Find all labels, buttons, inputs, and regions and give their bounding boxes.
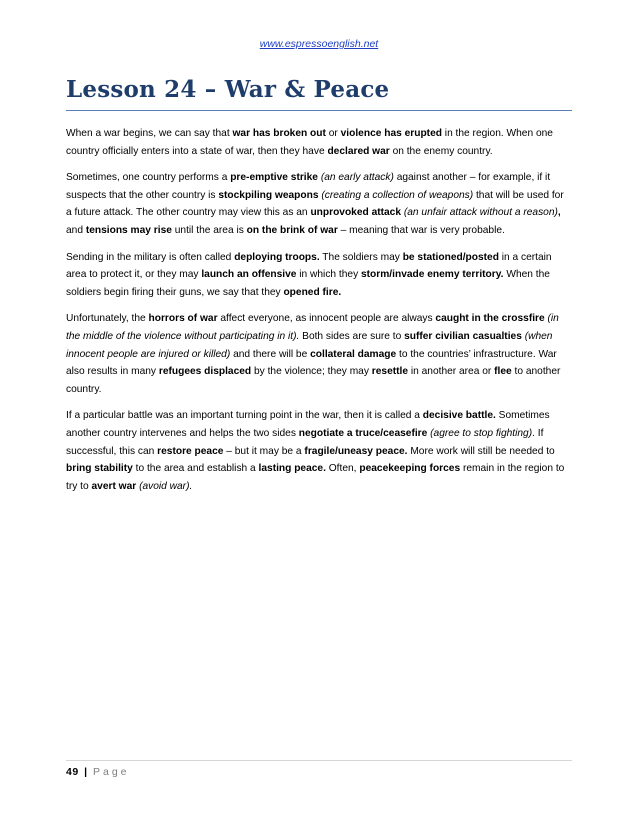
text-run: in a certain area to protect it, or they may <box>66 251 552 281</box>
page-footer <box>66 766 130 778</box>
bold-phrase: pre-emptive strike <box>230 172 318 184</box>
bold-phrase: stockpiling weapons <box>218 189 319 201</box>
footer-divider <box>66 760 572 761</box>
italic-definition: (agree to stop fighting) <box>430 427 533 439</box>
italic-definition: (an early attack) <box>320 172 394 184</box>
bold-phrase: storm/invade enemy territory. <box>361 269 504 281</box>
bold-phrase: caught in the crossfire <box>435 313 545 325</box>
text-run: against another – for example, if it suspects that the other country is <box>66 172 551 201</box>
text-run: remain in the region to try to <box>66 463 565 492</box>
text-run: When a war begins, we can say that <box>66 128 233 139</box>
bold-phrase: restore peace <box>157 445 224 457</box>
italic-definition: (creating a collection of weapons) <box>321 189 474 201</box>
bold-phrase: suffer civilian casualties <box>404 330 522 342</box>
text-run: Sometimes, one country performs a <box>66 172 231 184</box>
bold-phrase: horrors of war <box>148 313 218 325</box>
italic-definition: (when innocent people are injured or killed) <box>66 330 553 360</box>
text-run: – meaning that war is very probable. <box>337 224 505 236</box>
bold-phrase: opened fire. <box>283 286 342 298</box>
text-run: on the enemy country. <box>389 145 493 157</box>
text-run: until the area is <box>171 224 247 236</box>
text-run: to the area and establish a <box>132 463 259 475</box>
text-run: to another country. <box>66 366 561 395</box>
page-number: 49 <box>66 766 79 778</box>
text-run: Sometimes another country intervenes and helps the two sides <box>66 410 550 439</box>
bold-phrase: war has broken out <box>232 128 326 139</box>
bold-phrase: , <box>557 207 561 219</box>
text-run: to the countries’ infrastructure. War also results in many <box>66 348 557 378</box>
text-run: – but it may be a <box>223 445 305 457</box>
bold-phrase: on the brink of war <box>246 224 338 236</box>
text-run: When the soldiers begin firing their guns, we say that they <box>66 269 550 298</box>
bold-phrase: launch an offensive <box>201 269 297 281</box>
text-run: by the violence; they may <box>251 366 372 378</box>
text-run: and there will be <box>230 348 311 360</box>
text-run: in another area or <box>408 366 495 378</box>
bold-phrase: collateral damage <box>310 348 397 360</box>
text-run: Sending in the military is often called <box>66 251 235 263</box>
text-run: Both sides are sure to <box>299 330 405 342</box>
text-run: or <box>325 128 341 139</box>
text-run: More work will still be needed to <box>407 445 555 457</box>
paragraph <box>66 310 569 398</box>
text-run: Unfortunately, the <box>66 313 149 325</box>
text-run: and <box>66 224 86 236</box>
text-run: affect everyone, as innocent people are always <box>217 313 436 325</box>
bold-phrase: violence has erupted <box>340 128 442 139</box>
text-run: Often, <box>325 463 360 475</box>
bold-phrase: avert war <box>91 480 137 492</box>
lesson-body <box>66 125 569 504</box>
text-run: in the region. When one country officially enters into a state of war, then they have <box>66 128 553 157</box>
paragraph <box>66 249 569 302</box>
italic-definition: (an unfair attack without a reason) <box>403 207 558 219</box>
text-run: in which they <box>296 269 361 281</box>
bold-phrase: negotiate a truce/ceasefire <box>298 427 428 439</box>
bold-phrase: fragile/uneasy peace. <box>304 445 408 457</box>
title-underline <box>66 110 572 111</box>
text-run: The soldiers may <box>319 251 403 263</box>
italic-definition: (in the middle of the violence without participating in it). <box>66 313 559 342</box>
bold-phrase: tensions may rise <box>85 224 172 236</box>
text-run: If a particular battle was an important turning point in the war, then it is called a <box>66 410 423 422</box>
bold-phrase: refugees displaced <box>158 366 252 378</box>
bold-phrase: flee <box>494 366 512 378</box>
paragraph <box>66 125 569 160</box>
paragraph <box>66 407 569 495</box>
lesson-title: Lesson 24 – War & Peace <box>66 76 390 103</box>
bold-phrase: bring stability <box>66 463 133 475</box>
footer-separator: | <box>84 766 88 778</box>
text-run: that will be used for a future attack. The other country may view this as an <box>66 189 564 219</box>
bold-phrase: deploying troops. <box>234 251 320 263</box>
website-link[interactable]: www.espressoenglish.net <box>259 38 379 50</box>
bold-phrase: unprovoked attack <box>310 207 402 219</box>
bold-phrase: peacekeeping forces <box>359 463 461 475</box>
bold-phrase: resettle <box>371 366 409 378</box>
bold-phrase: lasting peace. <box>258 463 326 475</box>
bold-phrase: be stationed/posted <box>402 251 499 263</box>
text-run: . If successful, this can <box>66 427 544 457</box>
page-label: Page <box>92 766 130 778</box>
bold-phrase: declared war <box>327 145 390 157</box>
italic-definition: (avoid war). <box>139 480 193 492</box>
bold-phrase: decisive battle. <box>422 410 496 422</box>
paragraph <box>66 169 569 239</box>
